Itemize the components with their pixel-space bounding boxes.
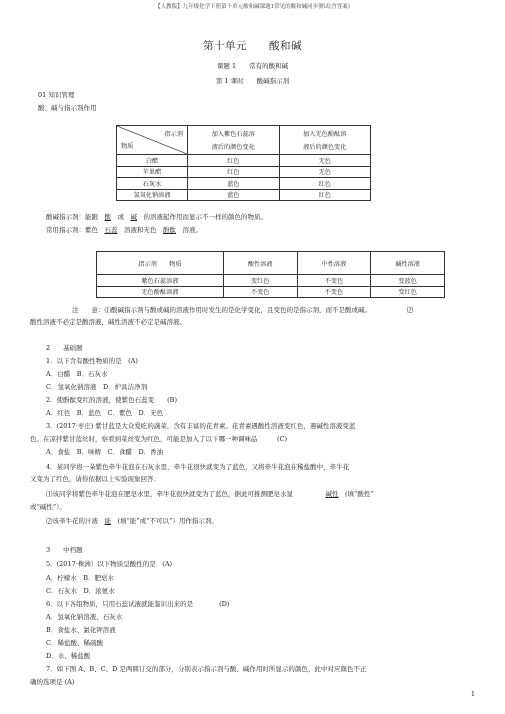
question-3: 3．(2017·枣庄) 紫甘蓝是大众爱吃的蔬菜，含有丰富的花青素。花青素遇酸性溶液变红色，遇碱性溶液变蓝 [46,422,356,430]
note-line: 注 意：⑴酸碱指示剂与酸或碱的溶液作用时发生的是化学变化，且变色的是指示剂，而不是酸或碱。 ⑵ [72,306,414,314]
section-basic: 2 基础题 [46,344,83,352]
page-header: 【人教版】九年级化学下册第十单元酸和碱课题1常见的酸和碱同步测试(含答案) [155,4,350,10]
question-6-option: A．氢氧化钠溶液、石灰水 [46,613,123,621]
question-2-options: A．红色 B．蓝色 C．紫色 D．无色 [46,409,164,417]
question-4-cont: 又变为了红色，请你依据以上实验现象回答： [30,475,160,483]
question-5-options: C．石灰水 D．浓氨水 [46,587,115,595]
section-knowledge: 01 知识管理 [38,91,75,99]
table-header-row: 指示剂 物质 酸性溶液 中性溶液 碱性溶液 [97,252,445,275]
note-line: 酸性溶液不必定是酸溶液，碱性溶液不必定是碱溶液。 [30,318,186,326]
question-7: 7．如下图 A、B、C、D 是两圆订交的部分，分别表示指示剂与酸、碱作用时所显示的颜色，此中对应颜色不正 [46,665,367,673]
common-indicators-line: 常用指示剂：紫色 石蕊 溶液和无色 酚酞 溶液。 [46,226,202,234]
page-number: 1 [470,690,475,698]
question-4-part-2: ⑵该牵牛花的汁液 能 (填“能”或“不可以”）用作指示剂。 [46,517,218,525]
question-7-cont: 确的选项是 (A) [30,678,75,686]
topic-title: 课题 1 常有的酸和碱 [216,62,289,70]
color-change-table [96,251,445,298]
lesson-title: 第 1 课时 酸碱指示剂 [215,77,290,85]
definition-line: 酸碱指示剂：能跟 酸 或 碱 的溶液起作用而显示不一样的颜色的物质。 [46,213,267,221]
table-row: 石灰水 蓝色 红色 [117,178,371,190]
corner-label-indicator: 指示剂 [164,131,183,138]
unit-title: 第十单元 酸和碱 [203,40,302,52]
question-3-options: A．食盐 B．味精 C．食醋 D．香油 [46,448,164,456]
table-row: 紫色石蕊溶液 变红色 不变色 变蓝色 [97,275,445,287]
question-5: 5．(2017·株洲）以下物质呈酸性的是 (A) [46,560,173,568]
question-6: 6．以下各组物质，只用石蕊试液就能鉴识出来的是 (D) [46,600,230,608]
question-4-part-1-cont: 或“碱性”）。 [30,503,66,511]
question-4: 4．某同学将一朵紫色牵牛花泡在石灰水里，牵牛花很快就变为了蓝色，又将牵牛花泡在稀盐酸中，牵牛花 [46,463,350,471]
question-6-option: C．稀盐酸、稀硫酸 [46,639,103,647]
question-2: 2．使酚酞变红的溶液，使紫色石蕊变 (B) [46,396,177,404]
section-heading: 酸、碱与指示剂作用 [38,104,97,112]
corner-label-substance: 物质 [121,143,134,150]
table-row: 白醋 红色 无色 [117,155,371,167]
table-corner-cell [117,126,188,155]
question-1-options: A．白醋 B．石灰水 [46,370,108,378]
question-3-cont: 色。在凉拌紫甘蓝丝时，察看到菜丝变为红色，可能是加入了以下哪一种调味品 (C) [30,435,288,443]
section-intermediate: 3 中档题 [46,546,83,554]
question-5-options: A．柠檬水 B．肥皂水 [46,574,114,582]
table-row: 氢氧化钠溶液 蓝色 红色 [117,189,371,201]
table-row: 无色酚酞溶液 不变色 不变色 变红色 [97,286,445,298]
question-1: 1．以下含有酸性物质的是 (A) [46,357,138,365]
question-6-option: D．水、稀盐酸 [46,652,91,660]
table-header-cell: 加入无色酚酞溶 液后的颜色变化 [279,126,371,155]
question-4-part-1: ⑴该同学将紫色牵牛花泡在肥皂水里，牵牛花很快就变为了蓝色，据此可推测肥皂水显 碱性 (填“酸性” [46,490,374,498]
question-1-options: C．氢氧化钠溶液 D．炉具洁净剂 [46,383,148,391]
indicator-table [116,125,371,201]
table-header-cell: 加入紫色石蕊溶 液后的颜色变化 [188,126,280,155]
table-row: 苹果醋 红色 无色 [117,166,371,178]
question-6-option: B．食盐水、氯化钾溶液 [46,626,116,634]
